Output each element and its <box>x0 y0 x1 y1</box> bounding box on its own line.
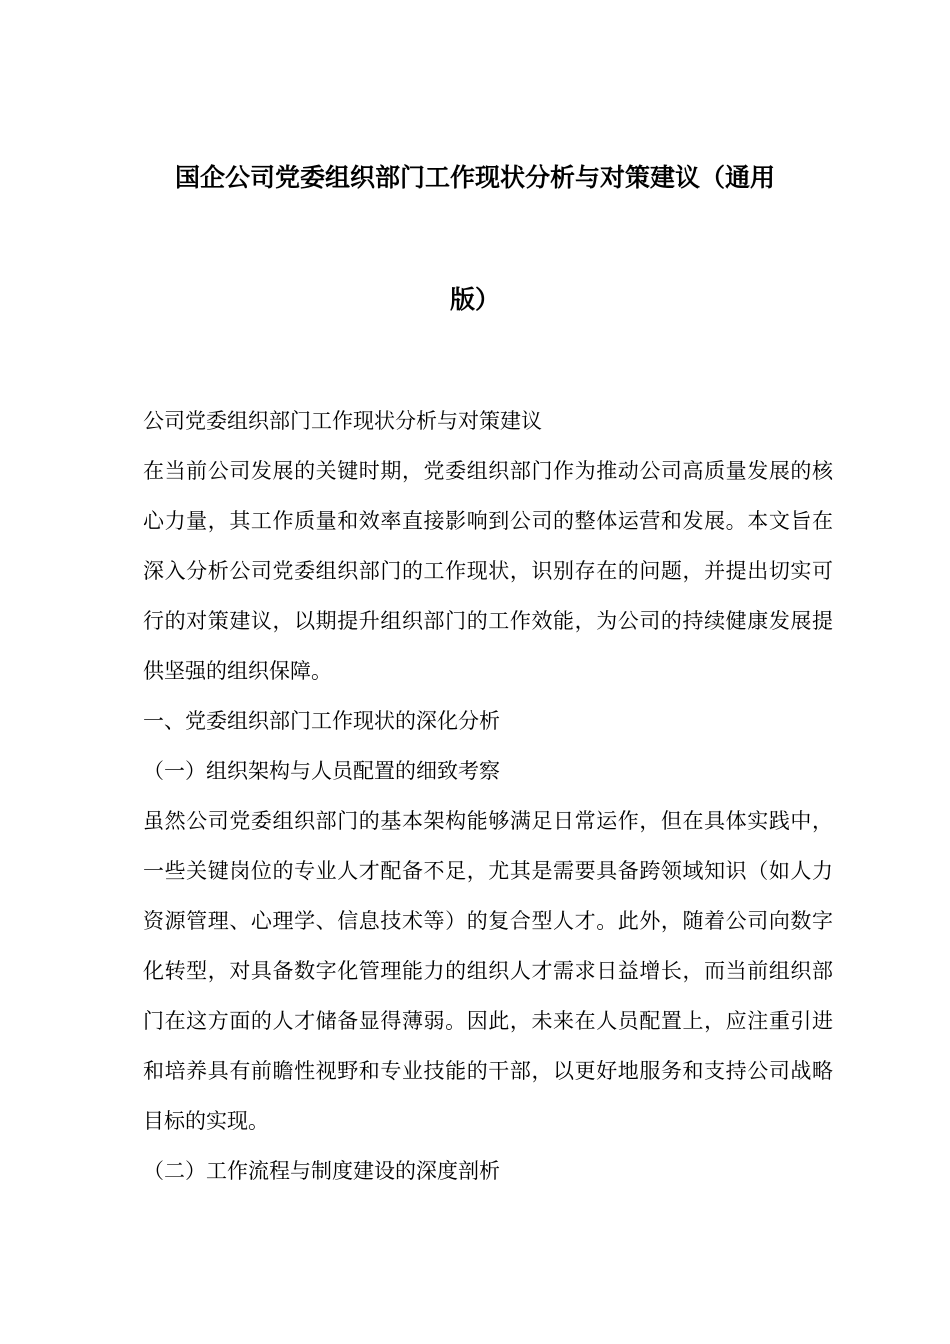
document-title-line-2: 版） <box>449 285 500 314</box>
section-heading-1: 一、党委组织部门工作现状的深化分析 <box>143 709 500 733</box>
document-body <box>143 396 833 1196</box>
intro-paragraph: 在当前公司发展的关键时期，党委组织部门作为推动公司高质量发展的核心力量，其工作质量和效率直接影响到公司的整体运营和发展。本文旨在深入分析公司党委组织部门的工作现状，识别存在的问题，并提出切实可行的对策建议，以期提升组织部门的工作效能，为公司的持续健康发展提供坚强的组织保障。 <box>143 459 833 683</box>
document-title-line-1: 国企公司党委组织部门工作现状分析与对策建议（通用 <box>174 163 775 192</box>
subsection-heading-1: （一）组织架构与人员配置的细致考察 <box>143 759 500 783</box>
body-paragraph-1: 虽然公司党委组织部门的基本架构能够满足日常运作，但在具体实践中，一些关键岗位的专业人才配备不足，尤其是需要具备跨领域知识（如人力资源管理、心理学、信息技术等）的复合型人才。此外，随着公司向数字化转型，对具备数字化管理能力的组织人才需求日益增长，而当前组织部门在这方面的人才储备显得薄弱。因此，未来在人员配置上，应注重引进和培养具有前瞻性视野和专业技能的干部，以更好地服务和支持公司战略目标的实现。 <box>143 809 833 1133</box>
document-title <box>150 152 800 326</box>
subtitle-paragraph: 公司党委组织部门工作现状分析与对策建议 <box>143 409 542 433</box>
subsection-heading-2: （二）工作流程与制度建设的深度剖析 <box>143 1159 500 1183</box>
